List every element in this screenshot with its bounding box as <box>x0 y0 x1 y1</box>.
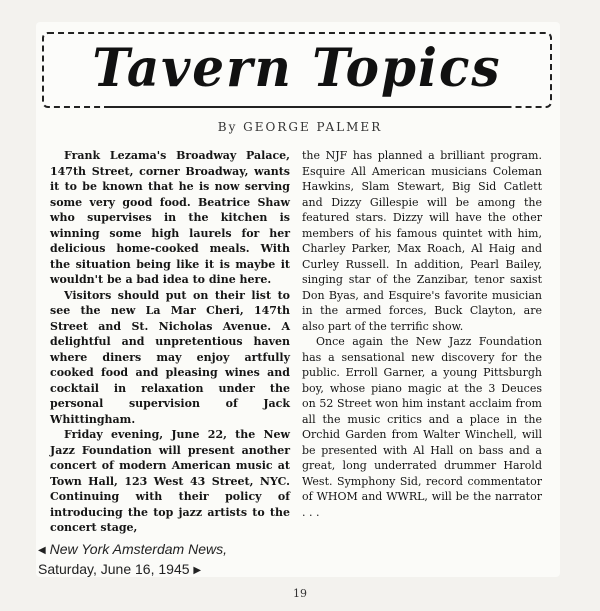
article-column-left <box>50 148 290 536</box>
paragraph: Visitors should put on their list to see the new La Mar Cheri, 147th Street and St. Nicholas Avenue. A delightful and unpretentious haven where diners may enjoy artfully cooked food and pleasing wines and cocktail in relaxation under the personal supervision of Jack Whittingham. <box>50 288 290 426</box>
column-masthead <box>42 32 552 108</box>
paragraph: Friday evening, June 22, the New Jazz Foundation will present another concert of modern American music at Town Hall, 123 West 43 Street, NYC. Continuing with their policy of introducing the top jazz artists to the concert stage, <box>50 428 290 534</box>
caption-date: Saturday, June 16, 1945 <box>38 561 190 577</box>
article-column-right <box>302 148 542 520</box>
triangle-left-icon: ◀ <box>38 545 46 556</box>
byline: By GEORGE PALMER <box>217 120 383 134</box>
masthead-underline <box>104 106 510 108</box>
masthead-title: Tavern Topics <box>92 36 502 99</box>
paragraph: the NJF has planned a brilliant program. Esquire All American musicians Coleman Hawkins, Slam Stewart, Big Sid Catlett and Dizzy Gillespie will be among the featured stars. Dizzy will have the other members of his famous quintet with him, Charley Parker, Max Roach, Al Haig and Curley Russell. In addition, Pearl Bailey, singing star of the Zanzibar, tenor saxist Don Byas, and Esquire's favorite musician in the armed forces, Buck Clayton, are also part of the terrific show. <box>302 149 542 333</box>
page-number: 19 <box>293 587 307 600</box>
source-caption <box>38 540 227 580</box>
paragraph: Once again the New Jazz Foundation has a sensational new discovery for the public. Erroll Garner, a young Pittsburgh boy, whose piano magic at the 3 Deuces on 52 Street won him instant acclaim from all the music critics and a place in the Orchid Garden from Walter Winchell, will be presented with Al Hall on bass and a great, long underrated drummer Harold West. Symphony Sid, record commentator of WHOM and WWRL, will be the narrator . . . <box>302 335 542 519</box>
paragraph: Frank Lezama's Broadway Palace, 147th Street, corner Broadway, wants it to be known that he is now serving some very good food. Beatrice Shaw who supervises in the kitchen is winning some high laurels for her delicious home-cooked meals. With the situation being like it is maybe it wouldn't be a bad idea to dine here. <box>50 149 290 286</box>
caption-source: New York Amsterdam News, <box>49 541 227 557</box>
triangle-right-icon: ▶ <box>193 565 202 576</box>
